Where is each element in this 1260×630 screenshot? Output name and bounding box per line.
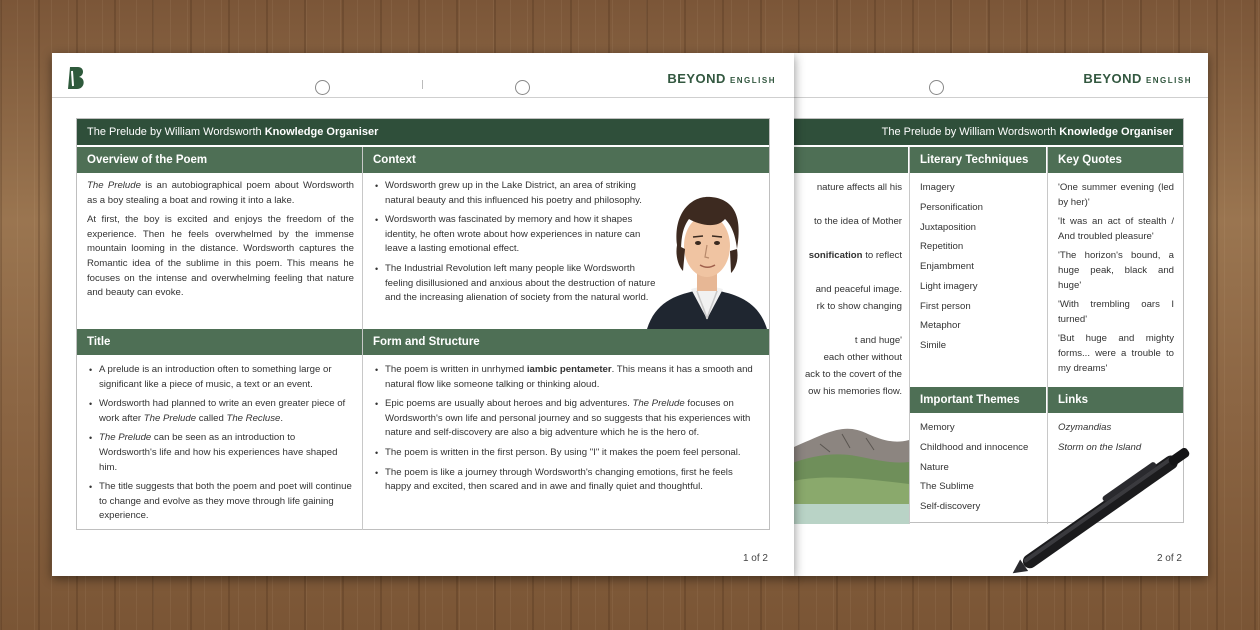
- technique-item: Juxtaposition: [920, 221, 976, 233]
- technique-item: Metaphor: [920, 320, 961, 332]
- knowledge-organiser-page-1: [52, 53, 794, 576]
- quote-item: 'It was an act of stealth / And troubled pleasure': [1058, 216, 1174, 242]
- technique-item: Personification: [920, 201, 983, 213]
- theme-item: Self-discovery: [920, 501, 981, 513]
- quote-item: 'One summer evening (led by her)': [1058, 182, 1174, 208]
- title-bullet: • Wordsworth had planned to write an even greater piece of work after The Prelude called The Recluse.: [87, 397, 354, 426]
- form-bullet: • The poem is written in the first person. By using "I" it makes the poem feel personal.: [373, 446, 761, 461]
- form-bullet: • The poem is like a journey through Wordsworth's changing emotions, first he feels happy and excited, then scared and in awe and finally quiet and thoughtful.: [373, 466, 761, 495]
- organiser-title: The Prelude by William Wordsworth Knowledge Organiser: [790, 119, 1183, 145]
- brand-logo: BEYOND ENGLISH: [1083, 71, 1192, 86]
- wordsworth-portrait: [645, 191, 769, 329]
- context-bullet: • The Industrial Revolution left many people like Wordsworth feeling disillusioned and anxious about the destruction of nature and the increasing alienation of society from the natural world.: [373, 262, 663, 306]
- context-bullet: • Wordsworth grew up in the Lake District, an area of striking natural beauty and this influenced his poetry and philosophy.: [373, 179, 663, 208]
- techniques-heading: Literary Techniques: [910, 147, 1046, 173]
- theme-item: Childhood and innocence: [920, 441, 1029, 453]
- punch-hole: [515, 80, 530, 95]
- quotes-list: [1058, 181, 1174, 386]
- brand-logo: BEYOND ENGLISH: [667, 71, 776, 86]
- technique-item: First person: [920, 300, 971, 312]
- organiser-title: The Prelude by William Wordsworth Knowledge Organiser: [77, 119, 769, 145]
- title-bullet: • The Prelude can be seen as an introduction to Wordsworth's life and how his experiences have shaped him.: [87, 431, 354, 475]
- quote-item: 'With trembling oars I turned': [1058, 299, 1174, 325]
- page-header: [790, 53, 1208, 98]
- partial-heading: [790, 147, 908, 173]
- link-item: Storm on the Island: [1058, 441, 1142, 453]
- overview-text: The Prelude is an autobiographical poem about Wordsworth as a boy stealing a boat and rowing it into a lake. At first, the boy is excited and enjoys the freedom of the experience. Then he feels overwhelmed by the immense mountain looming in the distance. Wordsworth captures the Romantic idea of the sublime in this poem. This means he focuses on the intense and overwhelming feeling that nature and beauty can evoke.: [87, 180, 354, 299]
- page-number: 2 of 2: [1156, 553, 1182, 564]
- page-number: 1 of 2: [742, 553, 768, 564]
- technique-item: Repetition: [920, 241, 964, 253]
- technique-item: Imagery: [920, 182, 955, 193]
- page-header: [52, 53, 794, 98]
- beyond-logo-icon: [66, 65, 88, 91]
- organiser-grid: [76, 118, 770, 530]
- punch-hole: [929, 80, 944, 95]
- title-bullet: • A prelude is an introduction often to something large or significant like a piece of music, a text or an event.: [87, 363, 354, 392]
- form-list: [373, 363, 761, 529]
- theme-item: The Sublime: [920, 481, 974, 493]
- context-heading: Context: [363, 147, 769, 173]
- title-list: [87, 363, 354, 529]
- theme-item: Nature: [920, 461, 949, 473]
- links-heading: Links: [1048, 387, 1183, 413]
- quotes-heading: Key Quotes: [1048, 147, 1183, 173]
- techniques-list: [920, 181, 1044, 381]
- punch-hole: [315, 80, 330, 95]
- quote-item: 'The horizon's bound, a huge peak, black and huge': [1058, 250, 1174, 291]
- technique-item: Simile: [920, 340, 947, 352]
- themes-heading: Important Themes: [910, 387, 1046, 413]
- link-item: Ozymandias: [1058, 422, 1112, 433]
- technique-item: Enjambment: [920, 261, 974, 273]
- context-list: [373, 179, 663, 329]
- title-heading: Title: [77, 329, 362, 355]
- pen-image: [990, 425, 1230, 595]
- context-bullet: • Wordsworth was fascinated by memory and how it shapes identity, he often wrote about how experiences in nature can leave a lasting emotional effect.: [373, 213, 663, 257]
- theme-item: Memory: [920, 422, 955, 433]
- form-bullet: • Epic poems are usually about heroes and big adventures. The Prelude focuses on Wordsworth's own life and personal journey and so suggests that his experiences with nature and self-discovery are also a big adventure which he is the hero of.: [373, 397, 761, 441]
- title-bullet: • The title suggests that both the poem and poet will continue to change and evolve as they move through life gaining experience.: [87, 480, 354, 524]
- overview-heading: Overview of the Poem: [77, 147, 362, 173]
- technique-item: Light imagery: [920, 280, 978, 292]
- quote-item: 'But huge and mighty forms... were a trouble to my dreams': [1058, 333, 1174, 374]
- mountain-illustration: [790, 404, 909, 524]
- form-bullet: • The poem is written in unrhymed iambic pentameter. This means it has a smooth and natural flow like someone talking or thinking aloud.: [373, 363, 761, 392]
- form-heading: Form and Structure: [363, 329, 769, 355]
- partial-text: nature affects all his to the idea of Mother sonification to reflect and peaceful image. rk to show changing t and huge' each other without ack to the covert of the ow his memories flow.: [804, 182, 902, 397]
